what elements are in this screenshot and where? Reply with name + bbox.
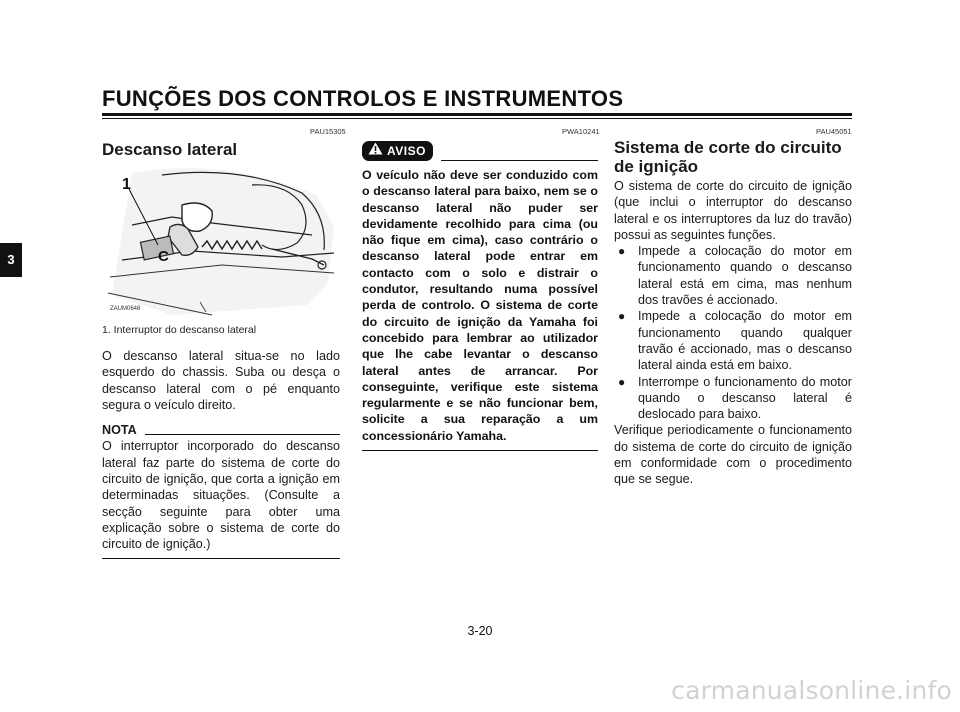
side-stand-illustration xyxy=(102,165,342,317)
figure-id: ZAUM0648 xyxy=(110,306,141,312)
section-code: PAU45051 xyxy=(816,127,852,136)
svg-text:C: C xyxy=(158,248,169,265)
body-paragraph: O descanso lateral situa-se no lado esquerdo do chassis. Suba ou desça o descanso lateral com o pé enquanto segura o veículo direito. xyxy=(102,349,340,412)
intro-paragraph: O sistema de corte do circuito de ignição (que inclui o interruptor do descanso lateral e os interruptores da luz do travão) possui as seguintes funções. xyxy=(614,179,852,242)
list-item: ● Impede a colocação do motor em funcionamento quando o descanso lateral está em cima, mas nenhum dos travões é accionado. xyxy=(614,243,852,308)
header-rule xyxy=(102,113,852,116)
note-text: O interruptor incorporado do descanso lateral faz parte do sistema de corte do circuito de ignição, que corta a ignição em determinadas situações. (Consulte a secção seguinte para obter uma explicação sobre o sistema de corte do circuito de ignição.) xyxy=(102,439,340,552)
bullet-icon: ● xyxy=(618,374,626,389)
section-heading: Sistema de corte do circuito de ignição xyxy=(614,138,842,176)
outro-paragraph: Verifique periodicamente o funcionamento do sistema de corte do circuito de ignição em conformidade com o procedimento que se segue. xyxy=(614,423,852,487)
section-heading: Descanso lateral xyxy=(102,140,238,159)
watermark: carmanualsonline.info xyxy=(671,676,952,705)
bullet-icon: ● xyxy=(618,244,626,259)
chapter-tab: 3 xyxy=(0,243,22,277)
note-label: NOTA xyxy=(102,423,137,438)
list-item: ● Interrompe o funcionamento do motor quando o descanso lateral é deslocado para baixo. xyxy=(614,374,852,423)
bullet-icon: ● xyxy=(618,309,626,324)
page-header-title: FUNÇÕES DOS CONTROLOS E INSTRUMENTOS xyxy=(102,86,624,111)
note-rule xyxy=(145,434,340,435)
warning-label: AVISO xyxy=(387,143,426,158)
page-number: 3-20 xyxy=(467,624,493,638)
warning-rule xyxy=(441,160,598,161)
exclamation-triangle-icon xyxy=(368,142,383,159)
warning-end-rule xyxy=(362,450,598,451)
warning-text: O veículo não deve ser conduzido com o descanso lateral para baixo, nem se o descanso lateral não puder ser devidamente recolhido para cima (ou não fique em cima), caso contrário o descanso lateral pode entrar em contacto com o solo e distrair o condutor, resultando numa possível perda de controlo. O sistema de corte do circuito de ignição da Yamaha foi concebido para lembrar ao utilizador que lhe cabe levantar o descanso lateral antes de arrancar. Por conseguinte, verifique este sistema regularmente e se não funcionar bem, solicite a sua reparação a um concessionário Yamaha. xyxy=(362,168,598,443)
header-rule-thin xyxy=(102,118,852,119)
warning-badge xyxy=(362,141,433,161)
list-item: ● Impede a colocação do motor em funcionamento quando qualquer travão é accionado, mas o descanso lateral ainda está em baixo. xyxy=(614,308,852,373)
section-code: PAU15305 xyxy=(310,127,346,136)
section-code: PWA10241 xyxy=(562,127,600,136)
figure-caption: 1. Interruptor do descanso lateral xyxy=(102,324,257,336)
callout-1: 1 xyxy=(122,176,131,193)
note-end-rule xyxy=(102,558,340,559)
